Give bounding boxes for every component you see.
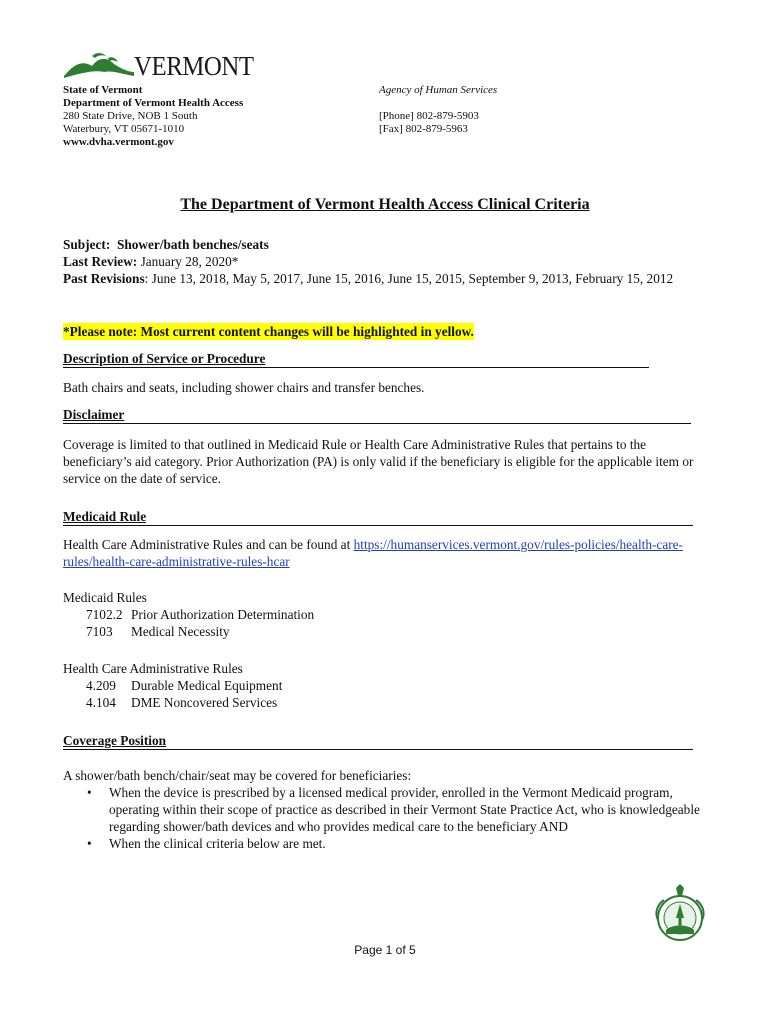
rule-name: Prior Authorization Determination: [131, 607, 315, 622]
coverage-bullets: [63, 784, 713, 852]
mountains-icon: [62, 50, 134, 82]
rule-row: [63, 606, 713, 623]
rule-name: Medical Necessity: [131, 624, 230, 639]
description-text: Bath chairs and seats, including shower chairs and transfer benches.: [63, 380, 425, 395]
highlight-note: *Please note: Most current content changes will be highlighted in yellow.: [63, 324, 474, 339]
phone-number: [Phone] 802-879-5903: [379, 110, 479, 122]
last-review-value: January 28, 2020*: [140, 254, 239, 269]
hcar-rules-list: [63, 660, 713, 711]
medicaid-rules-list: [63, 589, 713, 640]
city-address: Waterbury, VT 05671-1010: [63, 123, 185, 135]
street-address: 280 State Drive, NOB 1 South: [63, 110, 198, 122]
state-name: State of Vermont: [63, 84, 143, 96]
medicaid-rule-intro: Health Care Administrative Rules and can be found at https://humanservices.vermont.gov/rules-policies/health-care-rules/health-care-administrative-rules-hcar: [63, 537, 683, 569]
past-revisions-value: : June 13, 2018, May 5, 2017, June 15, 2016, June 15, 2015, September 9, 2013, February 15, 2012: [144, 271, 674, 286]
vermont-logo: [62, 50, 262, 82]
hcar-rules-title: Health Care Administrative Rules: [63, 661, 243, 676]
vermont-seal-icon: [652, 884, 708, 944]
rule-name: DME Noncovered Services: [131, 695, 278, 710]
page-number: Page 1 of 5: [354, 943, 416, 957]
agency-name: Agency of Human Services: [379, 84, 498, 96]
list-item: • When the device is prescribed by a licensed medical provider, enrolled in the Vermont Medicaid program, operating within their scope of practice as described in their Vermont State Practice Act, who is knowledgeable regarding shower/bath devices and who provides medical care to the beneficiary AND: [63, 784, 713, 835]
rule-number: 7103: [86, 624, 113, 639]
website-link[interactable]: www.dvha.vermont.gov: [63, 136, 174, 148]
rule-number: 4.104: [86, 695, 116, 710]
coverage-content: [63, 767, 713, 852]
section-heading-disclaimer: Disclaimer: [63, 406, 691, 424]
logo-wordmark: VERMONT: [134, 51, 254, 81]
section-heading-description: Description of Service or Procedure: [63, 350, 649, 368]
department-name: Department of Vermont Health Access: [63, 97, 244, 109]
section-heading-coverage: Coverage Position: [63, 732, 693, 750]
disclaimer-text: Coverage is limited to that outlined in Medicaid Rule or Health Care Administrative Rules that pertains to the beneficiary’s aid category. Prior Authorization (PA) is only valid if the beneficiary is eligible for the applicable item or service on the date of service.: [63, 437, 694, 486]
rule-number: 7102.2: [86, 607, 123, 622]
subject-value: Shower/bath benches/seats: [116, 237, 269, 252]
medicaid-rules-title: Medicaid Rules: [63, 590, 147, 605]
list-item: • When the clinical criteria below are met.: [63, 835, 713, 852]
rule-row: [63, 623, 713, 640]
last-review-label: Last Review:: [63, 254, 138, 269]
rule-number: 4.209: [86, 678, 116, 693]
rule-row: [63, 694, 713, 711]
hcar-link[interactable]: https://humanservices.vermont.gov/rules-policies/health-care-rules/health-care-administrative-rules-hcar: [63, 537, 683, 569]
section-heading-medicaid-rule: Medicaid Rule: [63, 508, 693, 526]
contact-block: [379, 84, 497, 136]
fax-number: [Fax] 802-879-5963: [379, 123, 468, 135]
subject-label: Subject:: [63, 237, 111, 252]
coverage-intro: A shower/bath bench/chair/seat may be covered for beneficiaries:: [63, 768, 412, 783]
document-title: The Department of Vermont Health Access Clinical Criteria: [180, 196, 590, 213]
rule-name: Durable Medical Equipment: [131, 678, 283, 693]
rule-row: [63, 677, 713, 694]
address-block: [63, 84, 243, 149]
document-meta: [63, 236, 711, 287]
past-revisions-label: Past Revisions: [63, 271, 145, 286]
